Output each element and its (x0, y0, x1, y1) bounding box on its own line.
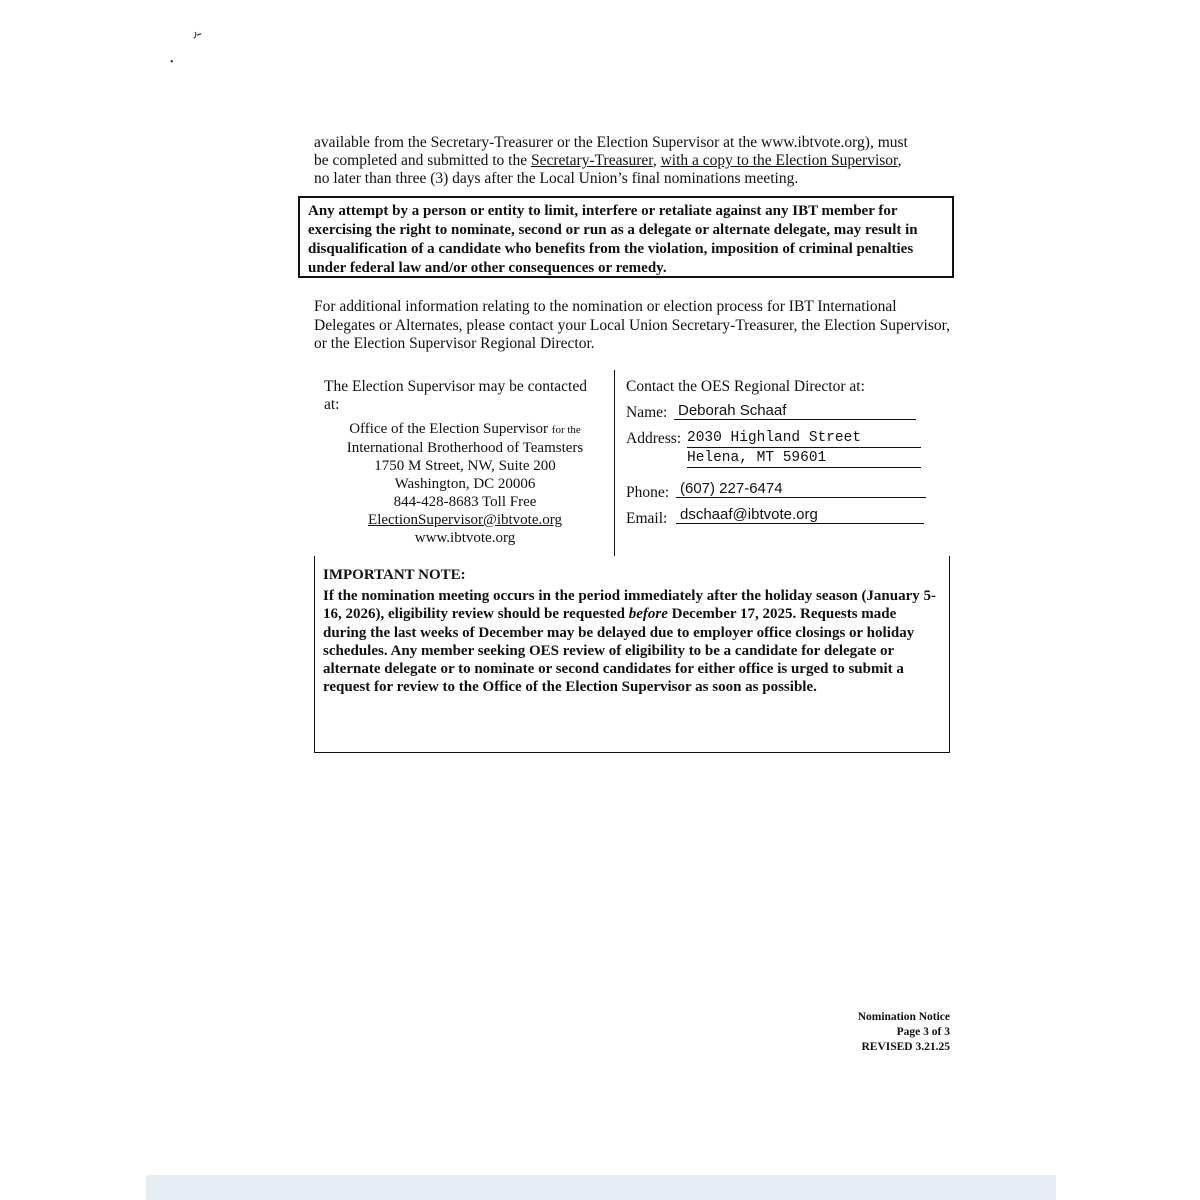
intro-text: be completed and submitted to the (314, 152, 531, 169)
name-label: Name: (626, 404, 668, 421)
office-for-the: for the (551, 424, 581, 436)
office-address-block (324, 420, 606, 547)
scan-dot: • (170, 57, 174, 68)
additional-info-text: For additional information relating to the nomination or election process for IBT International Delegates or Alternates, please contact your Local Union Secretary-Treasurer, the Election Supervisor, or the Election Supervisor Regional Director. (314, 298, 951, 352)
important-note-text-a: If the nomination meeting occurs in the period immediately after the holiday season (January 5-16, 2026), eligibility review should be requested (323, 588, 937, 623)
scan-bottom-band (146, 1175, 1056, 1200)
copy-to-supervisor-underlined: with a copy to the Election Supervisor (660, 152, 898, 169)
intro-paragraph (314, 134, 954, 188)
footer-revision: REVISED 3.21.25 (861, 1041, 950, 1053)
email-label: Email: (626, 510, 668, 527)
additional-info-paragraph (314, 298, 954, 354)
office-website: www.ibtvote.org (414, 530, 516, 546)
important-note-text-b: December 17, 2025. Requests made during the last weeks of December may be delayed due to employer office closings or holiday schedules. Any member seeking OES review of eligibility to be a candidate for delegate or alternate delegate or to nominate or second candidates for either office is urged to submit a request for review to the Office of the Election Supervisor as soon as possible. (323, 606, 915, 696)
footer-doc-name: Nomination Notice (857, 1011, 950, 1023)
important-note-before: before (628, 606, 668, 623)
contact-left-heading: The Election Supervisor may be contacted at: (324, 378, 587, 413)
page-footer (858, 1010, 950, 1055)
contact-right-heading: Contact the OES Regional Director at: (626, 378, 865, 395)
address-line-1: 2030 Highland Street (687, 430, 921, 448)
office-street: 1750 M Street, NW, Suite 200 (374, 458, 556, 474)
secretary-treasurer-underlined: Secretary-Treasurer (530, 152, 653, 169)
scan-mark: ـ٫ (189, 24, 203, 42)
phone-label: Phone: (626, 484, 670, 501)
office-name-line (324, 420, 606, 439)
column-divider (614, 370, 615, 556)
important-note-title: IMPORTANT NOTE: (323, 567, 466, 583)
intro-line: no later than three (3) days after the Local Union’s final nominations meeting. (314, 170, 799, 187)
address-label: Address: (626, 430, 682, 447)
name-value: Deborah Schaaf (674, 402, 916, 420)
important-note-text (323, 587, 941, 696)
footer-page-number: Page 3 of 3 (896, 1026, 950, 1038)
election-supervisor-contact (324, 378, 606, 547)
phone-value: (607) 227-6474 (676, 480, 926, 498)
address-line-2: Helena, MT 59601 (687, 450, 921, 468)
warning-box (298, 196, 954, 278)
intro-text: , (897, 152, 902, 169)
office-email: ElectionSupervisor@ibtvote.org (368, 512, 562, 528)
intro-line (314, 152, 954, 170)
office-org: International Brotherhood of Teamsters (346, 440, 584, 456)
important-note-box (314, 556, 950, 753)
intro-text: , (652, 152, 661, 169)
office-phone: 844-428-8683 Toll Free (393, 494, 537, 510)
office-city: Washington, DC 20006 (394, 476, 536, 492)
warning-text: Any attempt by a person or entity to limit, interfere or retaliate against any IBT member for exercising the right to nominate, second or run as a delegate or alternate delegate, may result in disqualification of a candidate who benefits from the violation, imposition of criminal penalties under federal law and/or other consequences or remedy. (308, 203, 918, 276)
intro-line: available from the Secretary-Treasurer or the Election Supervisor at the www.ibtvote.org), must (314, 134, 908, 151)
email-value: dschaaf@ibtvote.org (676, 506, 924, 524)
office-name: Office of the Election Supervisor (349, 421, 549, 437)
